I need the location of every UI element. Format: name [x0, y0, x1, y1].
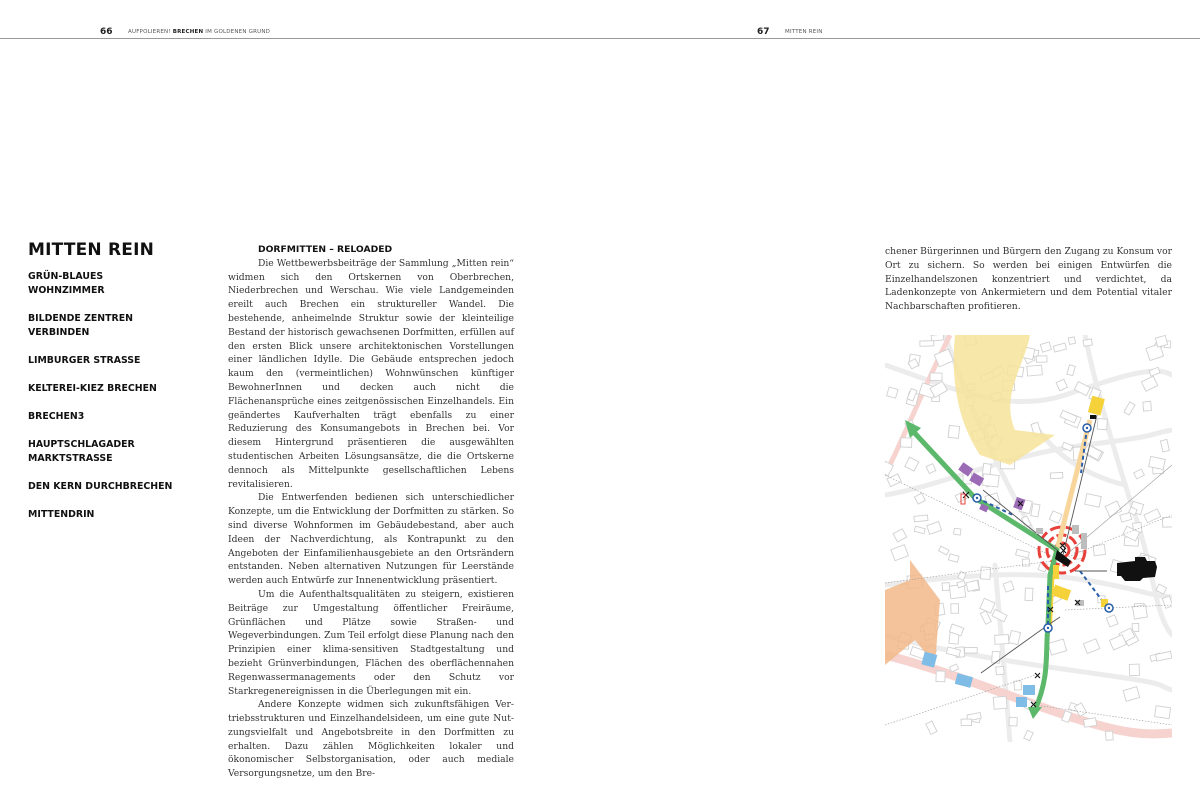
building-outline — [1050, 472, 1063, 478]
section-toc — [28, 240, 218, 536]
article-paragraph: Andere Konzepte widmen sich zukunftsfähigen Vertriebsstrukturen und Einzelhandelsideen, um eine gute Nutzungsvielfalt und Angebotsbreite in den Dorfmitten zu erhalten. Dazu zählen Möglichkeiten lokaler und ökonomischer Selbstorganisation, oder auch mediale Versorgungsnetze, um den Bre- — [228, 699, 514, 780]
right-running-head: MITTEN REIN — [785, 29, 823, 35]
building-outline — [1085, 494, 1102, 508]
toc-item: BRECHEN3 — [28, 411, 85, 422]
building-outline — [1022, 559, 1030, 566]
building-outline — [1027, 365, 1043, 376]
building-outline — [980, 598, 995, 613]
section-title: MITTEN REIN — [28, 240, 155, 260]
building-outline — [1068, 337, 1075, 345]
building-outline — [1049, 511, 1062, 523]
building-outline — [1083, 639, 1099, 654]
building-outline — [961, 719, 972, 726]
map-svg — [885, 335, 1172, 742]
building-outline — [1024, 730, 1033, 741]
building-outline — [1003, 581, 1014, 592]
header-rule — [0, 38, 1200, 39]
building-outline — [1009, 717, 1017, 726]
building-outline — [936, 671, 945, 682]
building-outline — [927, 522, 942, 535]
article-subheading: DORFMITTEN – RELOADED — [258, 244, 393, 255]
toc-item: GRÜN-BLAUES WOHNZIMMER — [28, 271, 105, 296]
building-outline — [901, 438, 912, 448]
building-outline — [930, 373, 942, 381]
running-head-bold: BRECHEN — [172, 29, 204, 35]
building-outline — [891, 545, 909, 561]
building-outline — [1129, 664, 1139, 676]
building-outline — [1009, 631, 1021, 645]
article-column-left — [228, 243, 514, 781]
building-outline — [914, 493, 925, 504]
toc-item: HAUPTSCHLAGADER MARKTSTRASSE — [28, 439, 135, 464]
building-outline — [982, 474, 999, 487]
building-outline — [1124, 402, 1135, 415]
building-outline — [1156, 651, 1172, 661]
building-outline — [887, 387, 898, 398]
article-paragraph: Die Entwerfenden bedienen sich unterschiedlicher Konzepte, um die Entwicklung der Dorfmitten zu stärken. So sind diverse Wohnformen im Gebäudebestand, aber auch Ideen der Nachverdichtung, als Kontrapunkt zu den Angeboten der Einfamilienhausgebiete an den Ortsrändern entstanden. Neben alternativen Nutzungen für Leerstände werden auch Entwürfe zur Innenentwicklung präsentiert. — [228, 492, 514, 587]
building-outline — [1014, 681, 1022, 691]
building-outline — [1105, 501, 1121, 517]
building-outline — [1143, 401, 1152, 411]
building-outline — [914, 526, 925, 534]
building-outline — [1160, 439, 1169, 451]
building-outline — [1016, 549, 1030, 558]
building-outline — [1025, 588, 1033, 601]
building-outline — [980, 567, 990, 580]
article-continuation: chener Bürgerinnen und Bürgern den Zugang zu Konsum vor Ort zu sichern. So werden bei einigen Entwürfen die Einzelhandelszonen konzentriert und verdichtet, da Ladenkonzepte von Ankermietern und dem Potential vitaler Nachbarschaften profitieren. — [885, 246, 1172, 313]
toc-item: DEN KERN DURCHBRECHEN — [28, 481, 173, 492]
building-outline — [893, 529, 907, 542]
toc-item: KELTEREI-KIEZ BRECHEN — [28, 383, 157, 394]
building-outline — [1123, 687, 1140, 702]
building-outline — [1106, 615, 1118, 627]
building-outline — [920, 341, 934, 347]
building-outline — [995, 635, 1009, 645]
black-marker — [1090, 415, 1096, 419]
building-outline — [1084, 718, 1097, 728]
toc-item: MITTENDRIN — [28, 509, 95, 520]
building-outline — [926, 721, 937, 734]
building-outline — [1040, 342, 1051, 352]
building-outline — [992, 609, 1007, 621]
toc-item: BILDENDE ZENTREN VERBINDEN — [28, 313, 134, 338]
article-paragraph: Die Wettbewerbsbeiträge der Sammlung „Mitten rein“ widmen sich den Ortskernen von Oberbrechen, Niederbrechen und Werschau. Wie viele Landgemeinden ereilt auch Brechen ein struktureller Wandel. Die bestehende, anheimelnde Struktur sowie der kleinteilige Bestand der historisch gewachsenen Dorfmitten, erfüllen auf den ersten Blick unsere architektonischen Vorstellungen einer ländlichen Idylle. Die Gebäude entsprechen jedoch kaum den (vermeintlichen) Wohnwünschen künftiger BewohnerInnen und decken auch nicht die Flächenansprüche eines zeitgenössischen Einzelhandels. Ein geändertes Kaufverhalten trägt ebenfalls zu einer Reduzierung des Konsumangebots in Brechen bei. Vor diesem Hintergrund präsentieren die ausgewählten studentischen Arbeiten Lösungsansätze, die die Ortskerne dennoch als Mittelpunkte gesellschaftlichen Lebens revitalisieren. — [228, 257, 514, 490]
building-outline — [1083, 339, 1092, 346]
building-outline — [1056, 379, 1067, 390]
building-outline — [926, 464, 936, 474]
building-outline — [993, 696, 1007, 709]
running-head-suffix: IM GOLDENEN GRUND — [205, 29, 271, 35]
green-arrow-head-south — [1028, 707, 1042, 719]
building-outline — [914, 515, 928, 522]
building-outline — [954, 528, 961, 535]
building-outline — [948, 425, 959, 438]
building-outline — [1093, 545, 1105, 556]
building-outline — [951, 604, 959, 614]
left-page-number: 66 — [100, 27, 113, 37]
building-outline — [939, 546, 949, 555]
building-outline — [1036, 356, 1047, 362]
building-outline — [1106, 731, 1114, 740]
building-outline — [996, 666, 1004, 674]
building-outline — [1149, 367, 1160, 376]
building-outline — [1067, 365, 1076, 376]
right-page-number: 67 — [757, 27, 770, 37]
building-outline — [887, 474, 901, 487]
building-outline — [1134, 469, 1145, 479]
toc-item: LIMBURGER STRASSE — [28, 355, 141, 366]
building-outline — [965, 648, 978, 654]
building-outline — [1053, 343, 1066, 352]
article-column-right — [885, 245, 1172, 314]
building-outline — [1149, 456, 1166, 469]
building-outline — [1141, 376, 1157, 391]
building-outline — [992, 651, 1000, 663]
building-outline — [942, 583, 950, 591]
building-outline — [1155, 706, 1171, 719]
site-plan-map — [885, 335, 1172, 742]
left-running-head — [128, 29, 270, 35]
article-paragraph: Um die Aufenthaltsqualitäten zu steigern, existieren Beiträge zur Umgestaltung öffentlicher Freiräume, Grünflächen und Plätze sowie Straßen- und Wegeverbindungen. Zum Teil erfolgt diese Planung nach den Prinzipien einer klima-sensitiven Stadtgestaltung und bezieht Grünverbindungen, Flächen des oberflächennahen Regenwassermanagements oder den Schutz vor Starkregenereignissen in die Überlegungen mit ein. — [228, 588, 514, 697]
building-outline — [948, 554, 959, 563]
building-outline — [1120, 512, 1132, 522]
building-outline — [1097, 419, 1107, 430]
building-outline — [931, 335, 944, 341]
building-outline — [949, 664, 958, 672]
running-head-prefix: AUFPOLIEREN! — [128, 29, 171, 35]
building-outline — [1155, 335, 1167, 347]
building-outline — [905, 457, 919, 471]
building-outline — [966, 580, 979, 591]
building-outline — [1048, 639, 1066, 655]
building-outline — [1031, 504, 1040, 517]
